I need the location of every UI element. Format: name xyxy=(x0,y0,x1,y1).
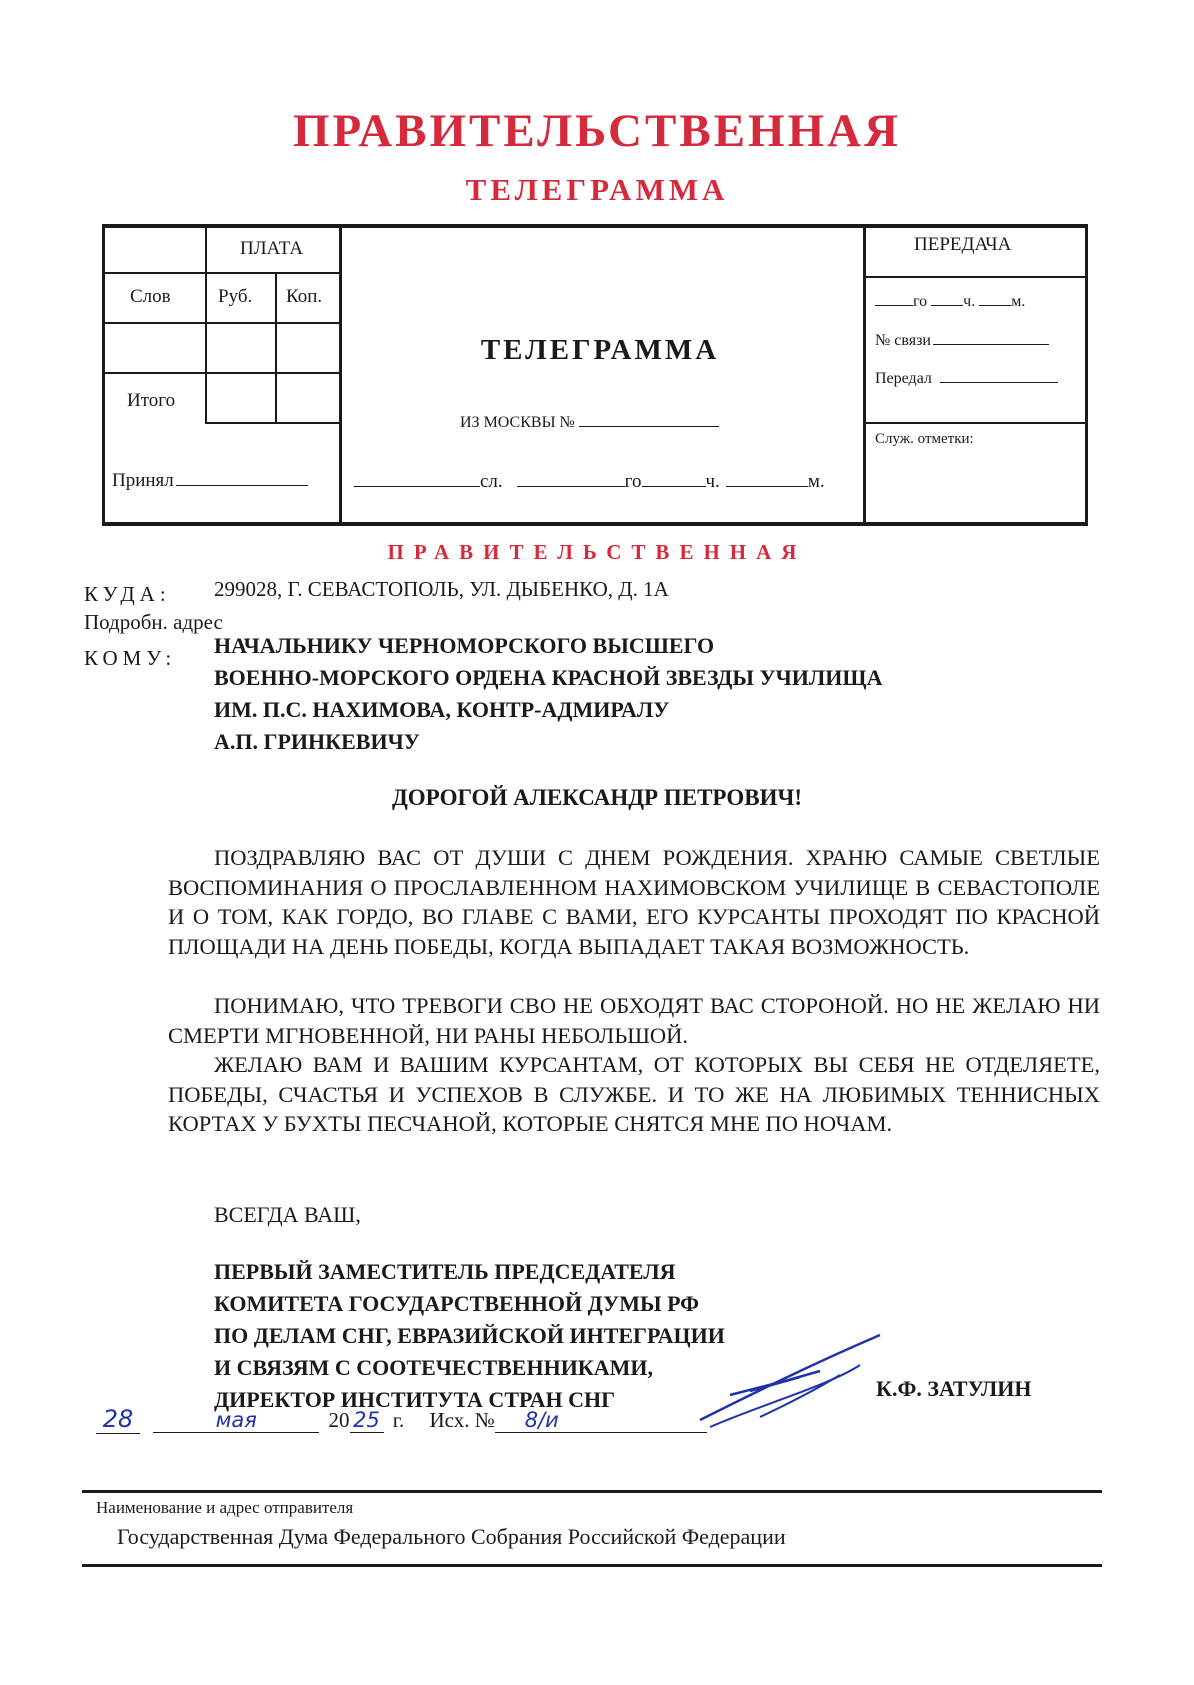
handwritten-signature xyxy=(690,1325,890,1435)
komu-value xyxy=(214,630,882,758)
date-day: 28 xyxy=(96,1405,140,1434)
footer-top-border xyxy=(82,1490,1102,1493)
isx-label: Исх. № xyxy=(429,1408,495,1432)
kuda-label: КУДА: xyxy=(84,582,171,606)
footer-bottom-border xyxy=(82,1564,1102,1567)
paragraph-1: ПОЗДРАВЛЯЮ ВАС ОТ ДУШИ С ДНЕМ РОЖДЕНИЯ. ХРАНЮ САМЫЕ СВЕТЛЫЕ ВОСПОМИНАНИЯ О ПРОСЛАВЛЕННОМ НАХИМОВСКОМ УЧИЛИЩЕ В СЕВАСТОПОЛЕ И О ТОМ, КАК ГОРДО, ВО ГЛАВЕ С ВАМИ, ЕГО КУРСАНТЫ ПРОХОДЯТ ПО КРАСНОЙ ПЛОЩАДИ НА ДЕНЬ ПОБЕДЫ, КОГДА ВЫПАДАЕТ ТАКАЯ ВОЗМОЖНОСТЬ. xyxy=(168,845,1100,959)
plata-col-left xyxy=(205,224,207,424)
prinyal-label: Принял xyxy=(112,470,308,492)
isx-value: 8/и xyxy=(495,1408,707,1433)
peredal-label: Передал xyxy=(875,370,1058,388)
greeting: ДОРОГОЙ АЛЕКСАНДР ПЕТРОВИЧ! xyxy=(391,785,803,810)
sluzh-label: Служ. отметки: xyxy=(875,431,974,447)
plata-col-mid xyxy=(275,272,277,424)
svyazi-label: № связи xyxy=(875,332,1049,350)
plata-row-3 xyxy=(102,372,340,374)
date-month: мая xyxy=(153,1408,319,1433)
komu-line: ИМ. П.С. НАХИМОВА, КОНТР-АДМИРАЛУ xyxy=(214,697,670,722)
kop-label: Коп. xyxy=(286,286,323,307)
form-top-border xyxy=(102,224,1088,228)
signer-title-line: ПЕРВЫЙ ЗАМЕСТИТЕЛЬ ПРЕДСЕДАТЕЛЯ xyxy=(214,1259,676,1284)
signer-title-line: ПО ДЕЛАМ СНГ, ЕВРАЗИЙСКОЙ ИНТЕГРАЦИИ xyxy=(214,1323,725,1348)
peredacha-label: ПЕРЕДАЧА xyxy=(914,234,1012,255)
sender-label: Наименование и адрес отправителя xyxy=(96,1498,354,1517)
sl-line: сл. го ч. м. xyxy=(354,471,825,493)
peredacha-row-1 xyxy=(864,276,1088,278)
komu-line: А.П. ГРИНКЕВИЧУ xyxy=(214,729,420,754)
document-subtitle: ТЕЛЕГРАММА xyxy=(465,172,729,207)
dateline xyxy=(96,1405,707,1434)
form-bottom-border xyxy=(102,522,1088,526)
peredacha-row-2 xyxy=(864,422,1088,424)
peredacha-time: го ч. м. xyxy=(875,293,1025,311)
signer-title-line: ДИРЕКТОР ИНСТИТУТА СТРАН СНГ xyxy=(214,1387,616,1412)
plata-label: ПЛАТА xyxy=(240,238,304,259)
signer-title-line: КОМИТЕТА ГОСУДАРСТВЕННОЙ ДУМЫ РФ xyxy=(214,1291,700,1316)
kuda-value: 299028, Г. СЕВАСТОПОЛЬ, УЛ. ДЫБЕНКО, Д. 1А xyxy=(214,577,669,601)
signer-title xyxy=(214,1256,725,1416)
sender-organization: Государственная Дума Федерального Собрания Российской Федерации xyxy=(117,1524,786,1549)
form-right-border xyxy=(1085,224,1088,526)
paragraph-3: ЖЕЛАЮ ВАМ И ВАШИМ КУРСАНТАМ, ОТ КОТОРЫХ ВЫ СЕБЯ НЕ ОТДЕЛЯЕТЕ, ПОБЕДЫ, СЧАСТЬЯ И УСПЕХОВ В СЛУЖБЕ. И ТО ЖЕ НА ЛЮБИМЫХ ТЕННИСНЫХ КОРТАХ У БУХТЫ ПЕСЧАНОЙ, КОТОРЫЕ СНЯТСЯ МНЕ ПО НОЧАМ. xyxy=(168,1052,1100,1136)
komu-line: НАЧАЛЬНИКУ ЧЕРНОМОРСКОГО ВЫСШЕГО xyxy=(214,633,715,658)
form-left-border xyxy=(102,224,105,526)
document-title: ПРАВИТЕЛЬСТВЕННАЯ xyxy=(292,105,902,157)
gov-label: ПРАВИТЕЛЬСТВЕННАЯ xyxy=(387,540,807,564)
telegram-center-title: ТЕЛЕГРАММА xyxy=(480,334,720,366)
plata-row-1 xyxy=(102,272,340,274)
itogo-label: Итого xyxy=(127,390,176,411)
rub-label: Руб. xyxy=(218,286,253,307)
paragraph-2: ПОНИМАЮ, ЧТО ТРЕВОГИ СВО НЕ ОБХОДЯТ ВАС СТОРОНОЙ. НО НЕ ЖЕЛАЮ НИ СМЕРТИ МГНОВЕННОЙ, НИ РАНЫ НЕБОЛЬШОЙ. xyxy=(168,993,1100,1048)
komu-label: КОМУ: xyxy=(84,646,177,670)
plata-row-2 xyxy=(102,322,340,324)
komu-line: ВОЕННО-МОРСКОГО ОРДЕНА КРАСНОЙ ЗВЕЗДЫ УЧИЛИЩА xyxy=(214,665,883,690)
signer-name: К.Ф. ЗАТУЛИН xyxy=(876,1376,1032,1401)
form-divider-left xyxy=(339,224,342,526)
date-year-prefix: 20 xyxy=(328,1408,350,1432)
date-year-suffix: 25 xyxy=(350,1408,384,1433)
closing: ВСЕГДА ВАШ, xyxy=(214,1202,361,1227)
slov-label: Слов xyxy=(130,286,171,307)
iz-moskvy-label: ИЗ МОСКВЫ № xyxy=(460,414,719,432)
kuda-sublabel: Подробн. адрес xyxy=(84,610,223,634)
form-divider-right xyxy=(863,224,866,526)
plata-row-4 xyxy=(205,422,340,424)
date-g: г. xyxy=(392,1408,405,1432)
signer-title-line: И СВЯЗЯМ С СООТЕЧЕСТВЕННИКАМИ, xyxy=(214,1355,654,1380)
